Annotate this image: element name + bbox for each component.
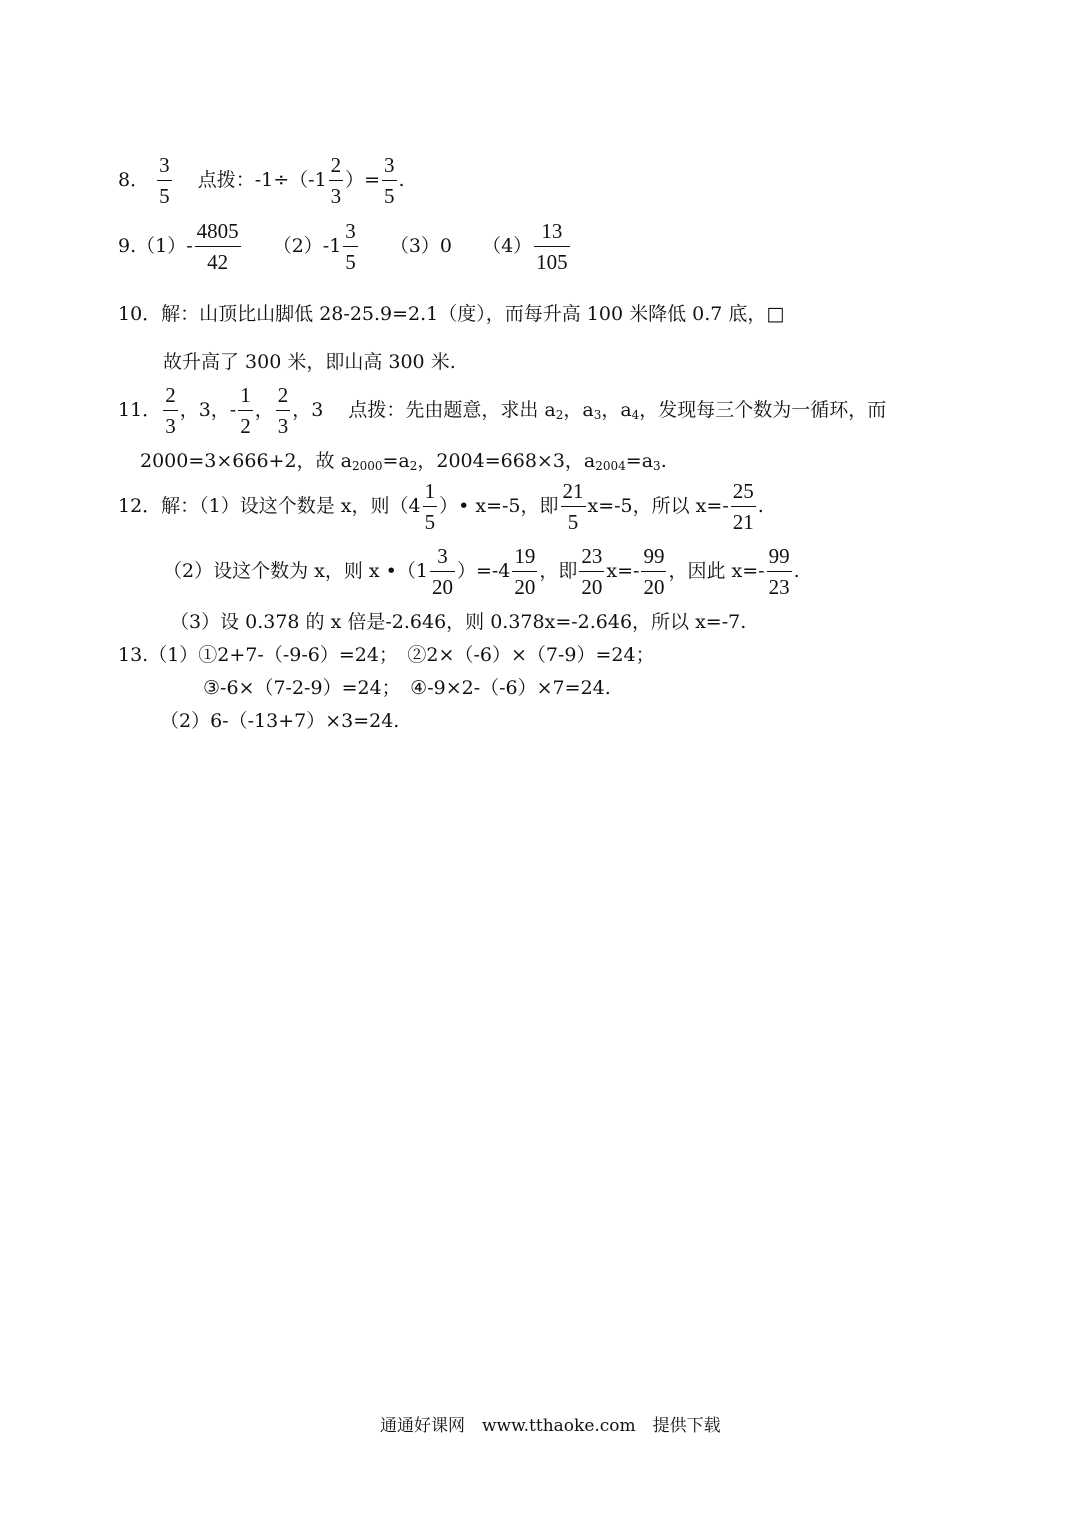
fraction: $\frac{2}{3}$ [277, 383, 289, 439]
item-13-line1: 13.（1）①2+7-（-9-6）=24； ②2×（-6）×（7-9）=24； [118, 644, 655, 666]
fraction: $\frac{23}{20}$ [581, 544, 603, 600]
fraction: $\frac{3}{5}$ [159, 153, 170, 209]
page-footer: 通通好课网 www.tthaoke.com 提供下载 [380, 1416, 721, 1436]
fraction: $\frac{99}{20}$ [643, 544, 665, 600]
fraction: $\frac{19}{20}$ [514, 544, 536, 600]
item-12-line1: 12．解：（1）设这个数是 x，则（4 $\frac{1}{5}$ ）• x=-5，即 $\frac{21}{5}$ x=-5，所以 x=- $\frac{25}{21}$ . [118, 479, 764, 535]
item-12-line2: （2）设这个数为 x，则 x •（1 $\frac{3}{20}$ ）=-4 $\frac{19}{20}$ ，即 $\frac{23}{20}$ x=- $\frac{99}{20}$ ，因此 x=- $\frac{99}{23}$ . [163, 544, 800, 600]
fraction: $\frac{3}{20}$ [431, 544, 453, 600]
fraction: $\frac{21}{5}$ [562, 479, 584, 535]
fraction: $\frac{25}{21}$ [732, 479, 754, 535]
item-8: 8． $\frac{3}{5}$ 点拨：-1÷（-1 $\frac{2}{3}$ ）= $\frac{3}{5}$ . [118, 153, 405, 209]
item-10-line1: 10．解：山顶比山脚低 28-25.9=2.1（度），而每升高 100 米降低 0.7 底，□ [118, 303, 785, 325]
item-13-line3: （2）6-（-13+7）×3=24. [160, 710, 400, 732]
fraction: $\frac{2}{3}$ [165, 383, 176, 439]
fraction: $\frac{2}{3}$ [330, 153, 342, 209]
item-9: 9.（1）- $\frac{4805}{42}$ （2）-1 $\frac{3}{5}$ （3）0 （4） $\frac{13}{105}$ [118, 219, 568, 275]
fraction: $\frac{99}{23}$ [768, 544, 790, 600]
missing-glyph-box: □ [766, 303, 785, 325]
fraction: $\frac{4805}{42}$ [196, 219, 239, 275]
item-13-line2: ③-6×（7-2-9）=24； ④-9×2-（-6）×7=24. [203, 677, 611, 699]
item-12-line3: （3）设 0.378 的 x 倍是-2.646，则 0.378x=-2.646，所以 x=-7. [170, 611, 747, 633]
item-11-line2: 2000=3×666+2，故 $a_{2000}=a_2$，2004=668×3，$a_{2004}=a_3$. [140, 450, 667, 473]
item-11-line1: 11． $\frac{2}{3}$ ，3，- $\frac{1}{2}$ ， $\frac{2}{3}$ ，3 点拨：先由题意，求出 $a_2$，$a_3$，$a_4$，发现每三个数为一循环，而 [118, 383, 887, 439]
fraction: $\frac{13}{105}$ [536, 219, 568, 275]
fraction: $\frac{3}{5}$ [345, 219, 356, 275]
fraction: $\frac{3}{5}$ [384, 153, 395, 209]
fraction: $\frac{1}{2}$ [240, 383, 251, 439]
item-10-line2: 故升高了 300 米，即山高 300 米. [163, 351, 456, 373]
fraction: $\frac{1}{5}$ [424, 479, 436, 535]
